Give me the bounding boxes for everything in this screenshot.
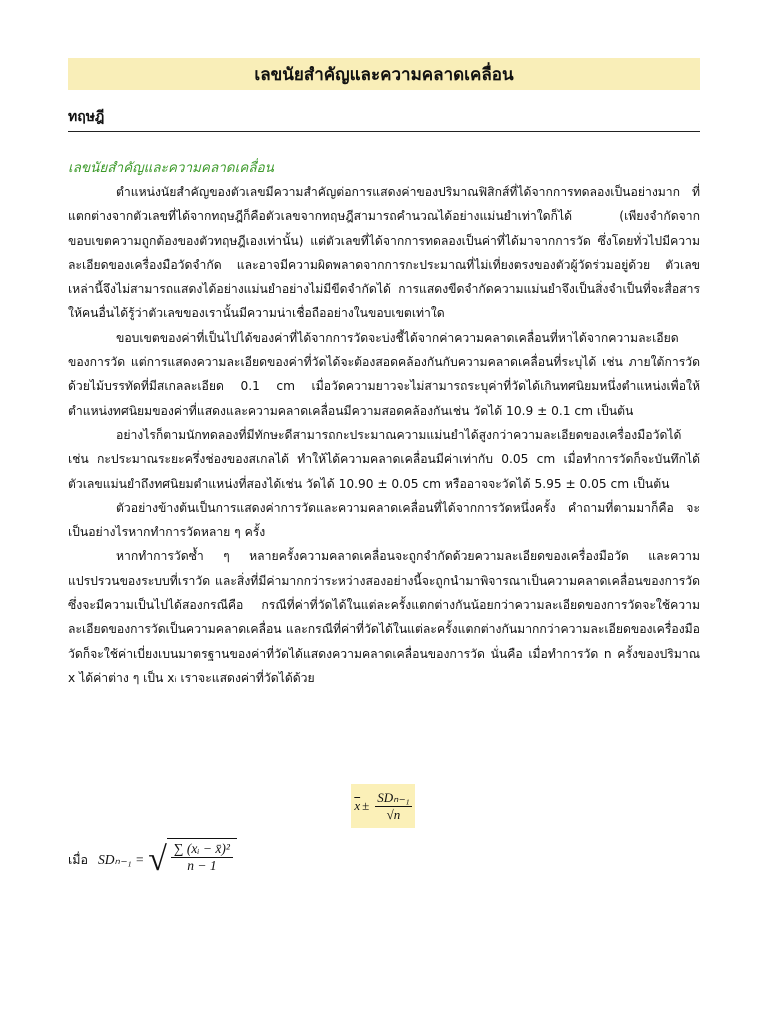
when-label: เมื่อ — [68, 852, 89, 867]
sd-formula — [68, 836, 237, 884]
radical-sign: √ — [148, 841, 167, 878]
mean-formula — [351, 784, 415, 828]
formula-denominator: √n — [386, 806, 401, 822]
section-heading: ทฤษฎี — [68, 109, 105, 125]
sd-numerator: ∑ (xᵢ − x̄)² — [171, 841, 233, 858]
title-bar — [68, 58, 700, 90]
sd-lhs: SDₙ₋₁ = — [98, 852, 145, 867]
subheading: เลขนัยสำคัญและความคลาดเคลื่อน — [68, 160, 274, 176]
body-text — [68, 180, 700, 690]
sqrt-expression — [148, 838, 237, 882]
section-divider — [68, 131, 700, 132]
radicand — [167, 838, 237, 882]
plus-minus: ± — [362, 798, 370, 813]
page-title: เลขนัยสำคัญและความคลาดเคลื่อน — [254, 64, 514, 85]
paragraph-5: หากทำการวัดซ้ำ ๆ หลายครั้งความคลาดเคลื่อนจะถูกจำกัดด้วยความละเอียดของเครื่องมือวัด และความแปรปรวนของระบบที่เราวัด และสิ่งที่มีค่ามากกว่าระหว่างสองอย่างนี้จะถูกนำมาพิจารณาเป็นความคลาดเคลื่อนของการวัด ซึ่งจะมีความเป็นไปได้สองกรณีคือ กรณีที่ค่าที่วัดได้ในแต่ละครั้งแตกต่างกันน้อยกว่าความละเอียดของการวัดจะใช้ความละเอียดของการวัดเป็นความคลาดเคลื่อน และกรณีที่ค่าที่วัดได้ในแต่ละครั้งแตกต่างกันมากกว่าความละเอียดของเครื่องมือวัดก็จะใช้ค่าเบี่ยงเบนมาตรฐานของค่าที่วัดได้แสดงความคลาดเคลื่อนของการวัด นั่นคือ เมื่อทำการวัด n ครั้งของปริมาณ x ได้ค่าต่าง ๆ เป็น xᵢ เราจะแสดงค่าที่วัดได้ด้วย — [68, 549, 700, 685]
formula-fraction — [375, 790, 411, 823]
paragraph-2: ขอบเขตของค่าที่เป็นไปได้ของค่าที่ได้จากการวัดจะบ่งชี้ได้จากค่าความคลาดเคลื่อนที่หาได้จากความละเอียดของการวัด แต่การแสดงความละเอียดของค่าที่วัดได้จะต้องสอดคล้องกันกับความคลาดเคลื่อนที่ระบุได้ เช่น ภายใต้การวัดด้วยไม้บรรทัดที่มีสเกลละเอียด 0.1 cm เมื่อวัดความยาวจะไม่สามารถระบุค่าที่วัดได้เกินทศนิยมหนึ่งตำแหน่งเพื่อให้ตำแหน่งทศนิยมของค่าที่แสดงและความคลาดเคลื่อนมีความสอดคล้องกันเช่น วัดได้ 10.9 ± 0.1 cm เป็นต้น — [68, 330, 700, 418]
paragraph-4: ตัวอย่างข้างต้นเป็นการแสดงค่าการวัดและความคลาดเคลื่อนที่ได้จากการวัดหนึ่งครั้ง คำถามที่ตามมาก็คือ จะเป็นอย่างไรหากทำการวัดหลาย ๆ ครั้ง — [68, 500, 700, 540]
paragraph-3: อย่างไรก็ตามนักทดลองที่มีทักษะดีสามารถกะประมาณความแม่นยำได้สูงกว่าความละเอียดของเครื่องมือวัดได้เช่น กะประมาณระยะครึ่งช่องของสเกลได้ ทำให้ได้ความคลาดเคลื่อนมีค่าเท่ากับ 0.05 cm เมื่อทำการวัดก็จะบันทึกได้ตัวเลขแม่นยำถึงทศนิยมตำแหน่งที่สองได้เช่น วัดได้ 10.90 ± 0.05 cm หรืออาจจะวัดได้ 5.95 ± 0.05 cm เป็นต้น — [68, 427, 700, 491]
mean-symbol: $\overline{x}$ — [354, 798, 361, 813]
formula-numerator: SDₙ₋₁ — [377, 789, 410, 805]
paragraph-1: ตำแหน่งนัยสำคัญของตัวเลขมีความสำคัญต่อการแสดงค่าของปริมาณฟิสิกส์ที่ได้จากการทดลองเป็นอย่างมาก ที่แตกต่างจากตัวเลขที่ได้จากทฤษฎีก็คือตัวเลขจากทฤษฎีสามารถคำนวณได้อย่างแม่นยำเท่าใดก็ได้ (เพียงจำกัดจากขอบเขตความถูกต้องของตัวทฤษฎีเองเท่านั้น) แต่ตัวเลขที่ได้จากการทดลองเป็นค่าที่ได้มาจากการวัด ซึ่งโดยทั่วไปมีความละเอียดของเครื่องมือวัดจำกัด และอาจมีความผิดพลาดจากการกะประมาณที่ไม่เที่ยงตรงของตัวผู้วัดร่วมอยู่ด้วย ตัวเลขเหล่านี้จึงไม่สามารถแสดงได้อย่างแม่นยำอย่างไม่มีขีดจำกัดได้ การแสดงขีดจำกัดความแม่นยำจึงเป็นสิ่งจำเป็นที่จะสื่อสารให้คนอื่นได้รู้ว่าตัวเลขของเรานั้นมีความน่าเชื่อถืออย่างในขอบเขตเท่าใด — [68, 185, 700, 321]
sd-denominator: n − 1 — [187, 858, 217, 873]
